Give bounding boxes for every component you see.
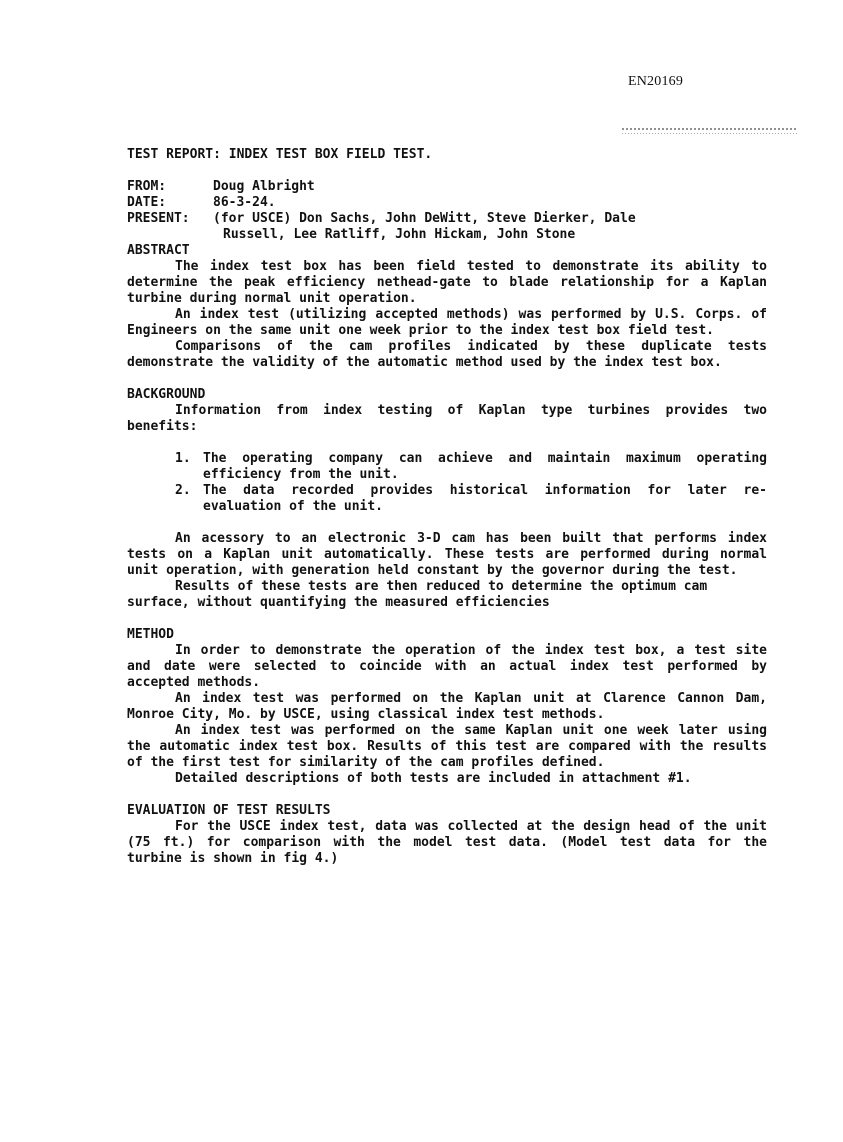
background-paragraph: An acessory to an electronic 3-D cam has been built that performs index tests on a Kaplan unit automatically. These tests are performed during normal unit operation, with generation held constant by the governor during the test. (127, 531, 767, 578)
list-item-number: 2. (175, 483, 191, 498)
abstract-heading: ABSTRACT (127, 243, 190, 258)
evaluation-paragraph: For the USCE index test, data was collected at the design head of the unit (75 ft.) for comparison with the model test data. (Model test data for the turbine is shown in fig 4.) (127, 819, 767, 866)
date-row (127, 195, 767, 211)
present-continuation: Russell, Lee Ratliff, John Hickam, John Stone (223, 227, 576, 242)
document-id: EN20169 (628, 74, 684, 89)
date-label: DATE: (127, 195, 167, 210)
from-row (127, 179, 767, 195)
list-item (175, 483, 767, 515)
benefits-list (127, 451, 767, 515)
present-label: PRESENT: (127, 211, 190, 226)
method-paragraph: In order to demonstrate the operation of the index test box, a test site and date were selected to coincide with an actual index test performed by accepted methods. (127, 643, 767, 690)
evaluation-heading: EVALUATION OF TEST RESULTS (127, 803, 331, 818)
list-item-text: The operating company can achieve and maintain maximum operating efficiency from the unit. (203, 451, 767, 482)
present-value: (for USCE) Don Sachs, John DeWitt, Steve Dierker, Dale (213, 211, 636, 226)
method-paragraph: An index test was performed on the Kaplan unit at Clarence Cannon Dam, Monroe City, Mo. by USCE, using classical index test methods. (127, 691, 767, 722)
method-heading: METHOD (127, 627, 174, 642)
from-label: FROM: (127, 179, 167, 194)
from-value: Doug Albright (213, 179, 315, 194)
background-heading: BACKGROUND (127, 387, 206, 402)
present-row (127, 211, 767, 227)
method-paragraph: An index test was performed on the same Kaplan unit one week later using the automatic index test box. Results of this test are compared with the results of the first test for similarity of the cam profiles defined. (127, 723, 767, 770)
background-intro: Information from index testing of Kaplan type turbines provides two benefits: (127, 403, 767, 434)
background-paragraph: Results of these tests are then reduced to determine the optimum cam surface, without quantifying the measured efficiencies (127, 579, 708, 610)
list-item-number: 1. (175, 451, 191, 466)
document-body (127, 147, 767, 867)
list-item (175, 451, 767, 483)
report-title: TEST REPORT: INDEX TEST BOX FIELD TEST. (127, 147, 433, 162)
date-value: 86-3-24. (213, 195, 276, 210)
abstract-paragraph: Comparisons of the cam profiles indicated by these duplicate tests demonstrate the validity of the automatic method used by the index test box. (127, 339, 767, 370)
method-paragraph: Detailed descriptions of both tests are included in attachment #1. (175, 771, 692, 786)
list-item-text: The data recorded provides historical information for later re-evaluation of the unit. (203, 483, 767, 514)
scan-artifact (622, 128, 798, 136)
abstract-paragraph: The index test box has been field tested to demonstrate its ability to determine the peak efficiency nethead-gate to blade relationship for a Kaplan turbine during normal unit operation. (127, 259, 767, 306)
abstract-paragraph: An index test (utilizing accepted methods) was performed by U.S. Corps. of Engineers on the same unit one week prior to the index test box field test. (127, 307, 767, 338)
